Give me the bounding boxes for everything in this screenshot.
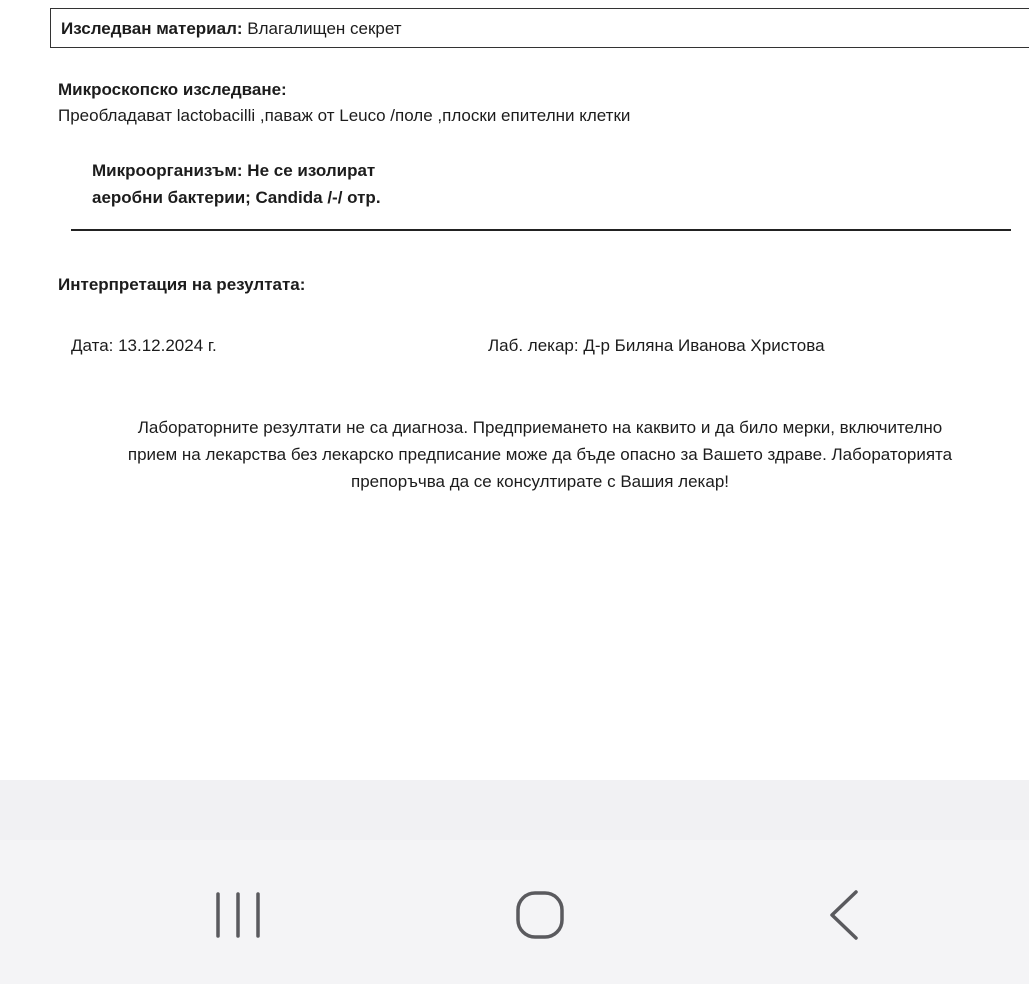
home-icon [500, 880, 580, 950]
doctor-text: Лаб. лекар: Д-р Биляна Иванова Христова [488, 336, 825, 355]
home-button[interactable] [500, 880, 580, 950]
microorganism-line-2: аеробни бактерии; Candida /-/ отр. [92, 188, 381, 207]
back-button[interactable] [804, 880, 884, 950]
disclaimer-line-1: Лабораторните резултати не са диагноза. Предприемането на каквито и да било мерки, включително [137, 418, 943, 437]
viewer-bottom-band [0, 780, 1029, 840]
date-text: Дата: 13.12.2024 г. [71, 336, 217, 355]
microorganism-line-1: Микроорганизъм: Не се изолират [92, 161, 376, 180]
material-label: Изследван материал: [61, 19, 243, 38]
divider-line [71, 229, 1011, 231]
recents-button[interactable] [198, 880, 278, 950]
system-navigation-bar [0, 840, 1029, 984]
material-field [50, 8, 1029, 48]
back-icon [804, 880, 884, 950]
disclaimer-line-2: прием на лекарства без лекарско предписание може да бъде опасно за Вашето здраве. Лабораторията [127, 445, 953, 464]
recents-icon [198, 880, 278, 950]
interpretation-heading: Интерпретация на резултата: [58, 275, 306, 294]
microscopic-text: Преобладават lactobacilli ,паваж от Leuco /поле ,плоски епителни клетки [58, 106, 631, 125]
disclaimer-line-3: препоръчва да се консултирате с Вашия лекар! [350, 472, 729, 491]
microorganism-block [92, 157, 381, 211]
material-value: Влагалищен секрет [247, 19, 402, 38]
microscopic-heading: Микроскопско изследване: [58, 80, 287, 99]
disclaimer [60, 414, 1020, 495]
